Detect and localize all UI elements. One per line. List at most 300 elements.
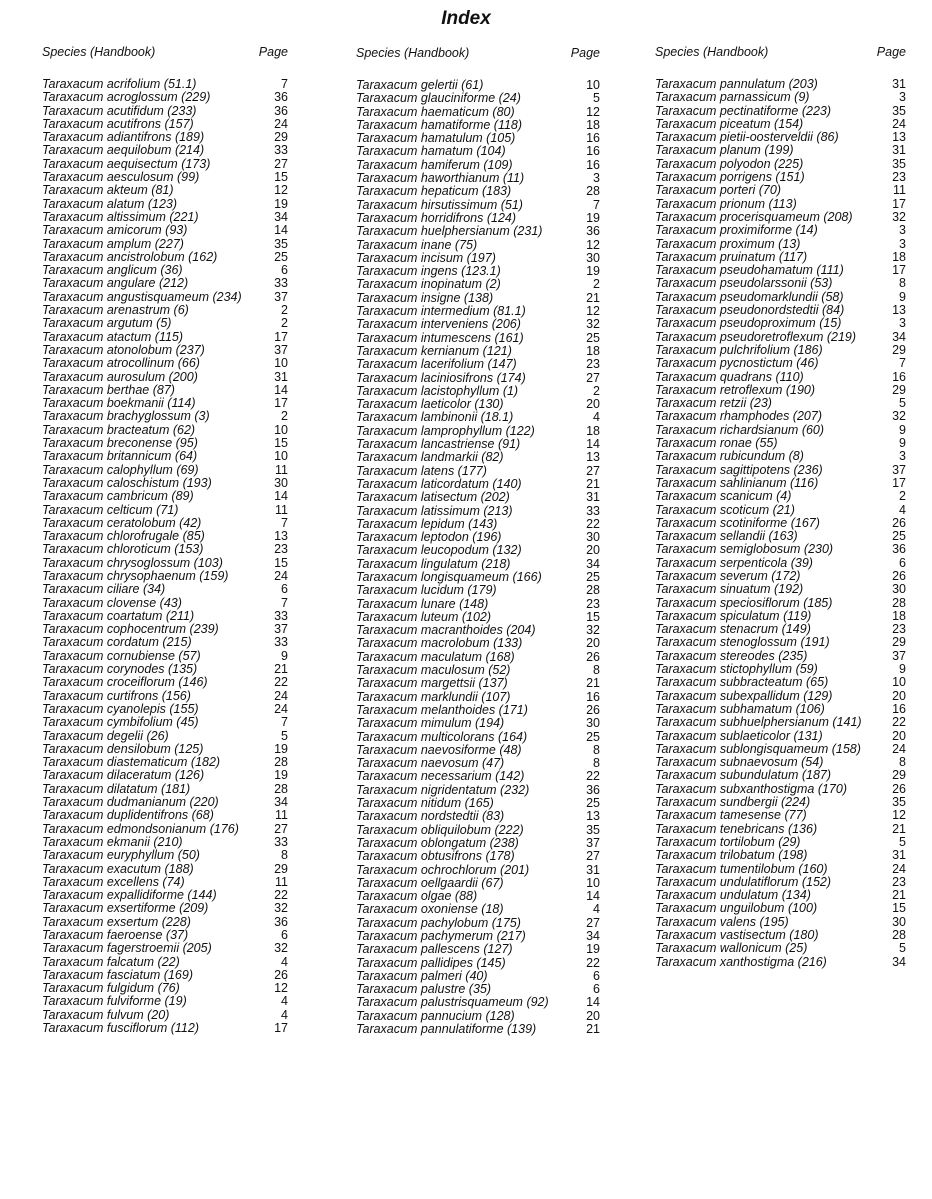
index-entry [42, 676, 288, 689]
species-name: Taraxacum nitidum (165) [356, 796, 494, 811]
index-entry [356, 837, 600, 850]
page-number: 4 [593, 410, 600, 425]
species-name: Taraxacum sundbergii (224) [655, 795, 811, 810]
index-entry [655, 198, 906, 211]
index-entry [655, 863, 906, 876]
page-number: 13 [892, 130, 906, 145]
index-entry [655, 756, 906, 769]
species-name: Taraxacum ekmanii (210) [42, 834, 183, 849]
index-rows [655, 78, 906, 969]
index-entry [655, 823, 906, 836]
page-number: 14 [586, 437, 600, 452]
species-name: Taraxacum euryphyllum (50) [42, 848, 200, 863]
index-entry [655, 251, 906, 264]
species-name: Taraxacum retzii (23) [655, 396, 772, 411]
index-entry [356, 491, 600, 504]
page-number: 27 [274, 821, 288, 836]
page-number: 20 [586, 397, 600, 412]
page-number: 8 [899, 755, 906, 770]
index-entry [356, 119, 600, 132]
page-number: 17 [274, 1021, 288, 1036]
page-number: 9 [899, 422, 906, 437]
index-entry [655, 636, 906, 649]
page-number: 19 [274, 768, 288, 783]
index-entry [42, 184, 288, 197]
species-name: Taraxacum serpenticola (39) [655, 555, 813, 570]
page-number: 27 [586, 370, 600, 385]
species-name: Taraxacum breconense (95) [42, 436, 198, 451]
page-number: 6 [899, 555, 906, 570]
index-entry [42, 384, 288, 397]
species-name: Taraxacum dilatatum (181) [42, 781, 191, 796]
index-entry [356, 731, 600, 744]
page-number: 14 [274, 223, 288, 238]
species-name: Taraxacum pulchrifolium (186) [655, 342, 823, 357]
species-name: Taraxacum quadrans (110) [655, 369, 804, 384]
index-entry [655, 291, 906, 304]
species-name: Taraxacum lucidum (179) [356, 583, 497, 598]
species-name: Taraxacum intumescens (161) [356, 330, 524, 345]
page-number: 25 [274, 249, 288, 264]
species-name: Taraxacum nordstedtii (83) [356, 809, 505, 824]
index-entry [42, 703, 288, 716]
index-entry [42, 450, 288, 463]
page-number: 28 [274, 781, 288, 796]
species-name: Taraxacum amicorum (93) [42, 223, 188, 238]
page-number: 7 [281, 515, 288, 530]
index-entry [42, 105, 288, 118]
index-entry [42, 610, 288, 623]
page-number: 24 [274, 688, 288, 703]
page-number: 19 [586, 210, 600, 225]
page-number: 21 [586, 1022, 600, 1037]
index-entry [356, 92, 600, 105]
species-name: Taraxacum spiculatum (119) [655, 608, 812, 623]
page-number: 23 [274, 542, 288, 557]
page-number: 18 [892, 608, 906, 623]
species-name: Taraxacum subexpallidum (129) [655, 688, 833, 703]
index-entry [42, 836, 288, 849]
index-entry [356, 278, 600, 291]
index-entry [655, 663, 906, 676]
page-number: 10 [586, 875, 600, 890]
page-number: 22 [586, 769, 600, 784]
index-entry [356, 890, 600, 903]
species-name: Taraxacum croceiflorum (146) [42, 675, 208, 690]
index-entry [42, 756, 288, 769]
page-number: 7 [899, 356, 906, 371]
index-entry [655, 916, 906, 929]
index-entry [655, 464, 906, 477]
page-number: 21 [586, 290, 600, 305]
species-name: Taraxacum planum (199) [655, 143, 794, 158]
index-entry [356, 185, 600, 198]
species-name: Taraxacum boekmanii (114) [42, 396, 196, 411]
species-name: Taraxacum subbracteatum (65) [655, 675, 829, 690]
page-number: 24 [892, 861, 906, 876]
species-name: Taraxacum cymbifolium (45) [42, 715, 199, 730]
page-number: 4 [593, 902, 600, 917]
page-number: 14 [274, 489, 288, 504]
page-number: 23 [892, 874, 906, 889]
page-number: 23 [892, 622, 906, 637]
page-number: 19 [274, 741, 288, 756]
species-name: Taraxacum olgae (88) [356, 889, 478, 904]
index-entry [356, 531, 600, 544]
species-name: Taraxacum pietii-oosterveldii (86) [655, 130, 839, 145]
index-entry [42, 916, 288, 929]
index-entry [42, 623, 288, 636]
species-name: Taraxacum naevosum (47) [356, 756, 505, 771]
species-name: Taraxacum argutum (5) [42, 316, 172, 331]
page-number: 7 [281, 595, 288, 610]
species-name: Taraxacum wallonicum (25) [655, 941, 808, 956]
index-entry [655, 783, 906, 796]
species-name: Taraxacum horridifrons (124) [356, 210, 517, 225]
index-entry [356, 1023, 600, 1036]
species-name: Taraxacum acrifolium (51.1) [42, 77, 197, 91]
index-entry [356, 864, 600, 877]
index-entry [356, 744, 600, 757]
index-entry [42, 570, 288, 583]
species-name: Taraxacum celticum (71) [42, 502, 179, 517]
index-entry [655, 144, 906, 157]
page-number: 29 [892, 768, 906, 783]
page-number: 9 [899, 289, 906, 304]
species-name: Taraxacum melanthoides (171) [356, 702, 528, 717]
page-number: 5 [899, 941, 906, 956]
page-number: 12 [892, 808, 906, 823]
species-name: Taraxacum huelphersianum (231) [356, 224, 543, 239]
species-name: Taraxacum subhuelphersianum (141) [655, 715, 862, 730]
index-entry [356, 810, 600, 823]
page-number: 7 [281, 77, 288, 91]
species-name: Taraxacum rhamphodes (207) [655, 409, 822, 424]
species-name: Taraxacum obliquilobum (222) [356, 822, 524, 837]
page-number: 29 [274, 130, 288, 145]
species-name: Taraxacum fasciatum (169) [42, 967, 193, 982]
index-entry [655, 929, 906, 942]
page-number: 35 [892, 103, 906, 118]
species-name: Taraxacum aequisectum (173) [42, 156, 211, 171]
index-entry [42, 1009, 288, 1022]
page-number: 2 [281, 409, 288, 424]
page-number: 3 [899, 223, 906, 238]
species-name: Taraxacum pallidipes (145) [356, 955, 506, 970]
species-name: Taraxacum macrolobum (133) [356, 636, 523, 651]
page-number: 31 [274, 369, 288, 384]
species-name: Taraxacum pallescens (127) [356, 942, 513, 957]
index-entry [42, 690, 288, 703]
species-name: Taraxacum trilobatum (198) [655, 848, 808, 863]
page-number: 23 [586, 596, 600, 611]
species-name: Taraxacum prionum (113) [655, 196, 797, 211]
index-entry [42, 344, 288, 357]
species-name: Taraxacum xanthostigma (216) [655, 954, 827, 969]
index-entry [42, 264, 288, 277]
page-number: 29 [892, 635, 906, 650]
species-name: Taraxacum britannicum (64) [42, 449, 198, 464]
species-name: Taraxacum latisectum (202) [356, 490, 510, 505]
species-name: Taraxacum subundulatum (187) [655, 768, 832, 783]
species-name: Taraxacum aurosulum (200) [42, 369, 198, 384]
index-entry [655, 956, 906, 969]
page-number: 16 [892, 701, 906, 716]
species-name: Taraxacum hamatiforme (118) [356, 117, 523, 132]
index-entry [655, 557, 906, 570]
species-name: Taraxacum excellens (74) [42, 874, 185, 889]
species-name: Taraxacum insigne (138) [356, 290, 494, 305]
page-number: 12 [586, 104, 600, 119]
page-number: 17 [274, 396, 288, 411]
index-entry [42, 238, 288, 251]
species-name: Taraxacum pectinatiforme (223) [655, 103, 832, 118]
page-number: 22 [586, 516, 600, 531]
index-entry [655, 743, 906, 756]
page-number: 12 [274, 981, 288, 996]
index-entry [42, 198, 288, 211]
page-number: 32 [274, 901, 288, 916]
index-entry [655, 716, 906, 729]
species-name: Taraxacum retroflexum (190) [655, 382, 816, 397]
page-number: 9 [899, 436, 906, 451]
species-name: Taraxacum sellandii (163) [655, 529, 798, 544]
index-entry [655, 78, 906, 91]
index-entry [655, 730, 906, 743]
index-rows [42, 78, 288, 1035]
page-number: 2 [281, 316, 288, 331]
index-entry [655, 796, 906, 809]
index-entry [42, 956, 288, 969]
page-number: 3 [593, 171, 600, 186]
species-name: Taraxacum pseudohamatum (111) [655, 263, 844, 278]
page-number: 35 [892, 156, 906, 171]
page-number: 14 [274, 382, 288, 397]
page-number: 27 [586, 463, 600, 478]
species-name: Taraxacum vastisectum (180) [655, 928, 819, 942]
page-number: 5 [281, 728, 288, 743]
page-number: 8 [593, 756, 600, 771]
species-name: Taraxacum fulvum (20) [42, 1007, 170, 1022]
species-name: Taraxacum oellgaardii (67) [356, 875, 504, 890]
species-name: Taraxacum pseudonordstedtii (84) [655, 303, 845, 318]
index-entry [356, 624, 600, 637]
index-entry [356, 398, 600, 411]
page-header: Page [258, 45, 288, 59]
page-number: 11 [275, 502, 288, 517]
index-entry [356, 145, 600, 158]
species-name: Taraxacum tenebricans (136) [655, 821, 818, 836]
page-number: 7 [593, 197, 600, 212]
index-entry [356, 345, 600, 358]
index-entry [42, 477, 288, 490]
species-name: Taraxacum coartatum (211) [42, 608, 195, 623]
species-name: Taraxacum pannulatum (203) [655, 77, 818, 91]
species-name: Taraxacum chrysophaenum (159) [42, 568, 229, 583]
index-entry [655, 131, 906, 144]
index-entry [42, 823, 288, 836]
index-entry [42, 410, 288, 423]
index-entry [655, 437, 906, 450]
page-number: 10 [274, 449, 288, 464]
species-name: Taraxacum ronae (55) [655, 436, 778, 451]
index-entry [42, 78, 288, 91]
species-name: Taraxacum piceatum (154) [655, 116, 804, 131]
species-name: Taraxacum porrigens (151) [655, 170, 805, 185]
index-entry [356, 598, 600, 611]
species-name: Taraxacum pannucium (128) [356, 1008, 515, 1023]
index-entry [42, 277, 288, 290]
species-name: Taraxacum inane (75) [356, 237, 478, 252]
page-number: 9 [281, 648, 288, 663]
page-number: 30 [892, 582, 906, 597]
page-number: 15 [892, 901, 906, 916]
page-number: 32 [892, 409, 906, 424]
page-number: 33 [274, 834, 288, 849]
page-number: 16 [586, 157, 600, 172]
species-name: Taraxacum cambricum (89) [42, 489, 194, 504]
index-entry [655, 836, 906, 849]
index-entry [42, 557, 288, 570]
species-name: Taraxacum marklundii (107) [356, 689, 511, 704]
species-name: Taraxacum richardsianum (60) [655, 422, 825, 437]
species-name: Taraxacum diastematicum (182) [42, 755, 221, 770]
index-entry [655, 91, 906, 104]
species-name: Taraxacum fulviforme (19) [42, 994, 187, 1009]
index-entry [655, 277, 906, 290]
index-entry [655, 384, 906, 397]
index-entry [356, 478, 600, 491]
species-name: Taraxacum cordatum (215) [42, 635, 192, 650]
index-entry [356, 558, 600, 571]
page-number: 12 [274, 183, 288, 198]
species-name: Taraxacum undulatiflorum (152) [655, 874, 832, 889]
species-name: Taraxacum hamiferum (109) [356, 157, 513, 172]
species-name: Taraxacum stereodes (235) [655, 648, 808, 663]
page-number: 34 [586, 556, 600, 571]
page-number: 15 [274, 436, 288, 451]
index-entry [356, 930, 600, 943]
index-entry [655, 450, 906, 463]
species-name: Taraxacum stenoglossum (191) [655, 635, 830, 650]
species-name: Taraxacum subnaevosum (54) [655, 755, 824, 770]
index-entry [356, 465, 600, 478]
species-name: Taraxacum fulgidum (76) [42, 981, 180, 996]
page-number: 31 [586, 862, 600, 877]
index-entry [655, 410, 906, 423]
page-number: 37 [892, 462, 906, 477]
page-number: 30 [586, 716, 600, 731]
species-name: Taraxacum laticordatum (140) [356, 476, 522, 491]
page-number: 18 [586, 343, 600, 358]
page-number: 6 [281, 582, 288, 597]
page-title: Index [441, 8, 491, 29]
page-number: 3 [899, 236, 906, 251]
page-number: 33 [586, 503, 600, 518]
index-entry [42, 158, 288, 171]
species-name: Taraxacum dudmanianum (220) [42, 795, 219, 810]
page-number: 11 [275, 462, 288, 477]
index-entry [356, 677, 600, 690]
species-name: Taraxacum stictophyllum (59) [655, 662, 818, 677]
page-number: 10 [274, 356, 288, 371]
page-number: 4 [899, 502, 906, 517]
page-number: 25 [586, 729, 600, 744]
page-number: 9 [899, 662, 906, 677]
species-name: Taraxacum cornubiense (57) [42, 648, 201, 663]
index-entry [356, 757, 600, 770]
index-entry [356, 199, 600, 212]
species-name: Taraxacum ingens (123.1) [356, 264, 501, 279]
index-entry [655, 171, 906, 184]
page-number: 16 [586, 689, 600, 704]
index-entry [356, 996, 600, 1009]
page-number: 28 [892, 928, 906, 942]
species-name: Taraxacum angulare (212) [42, 276, 189, 291]
index-entry [42, 663, 288, 676]
species-name: Taraxacum acutifidum (233) [42, 103, 197, 118]
index-entry [42, 291, 288, 304]
species-name: Taraxacum fusciflorum (112) [42, 1021, 200, 1036]
index-entry [356, 850, 600, 863]
index-entry [356, 239, 600, 252]
index-entry [356, 305, 600, 318]
index-entry [42, 357, 288, 370]
species-name: Taraxacum haematicum (80) [356, 104, 515, 119]
species-name: Taraxacum clovense (43) [42, 595, 182, 610]
index-entry [655, 610, 906, 623]
page-number: 20 [586, 636, 600, 651]
page-number: 31 [586, 490, 600, 505]
index-entry [655, 105, 906, 118]
species-name: Taraxacum brachyglossum (3) [42, 409, 210, 424]
page-number: 21 [586, 476, 600, 491]
index-entry [42, 464, 288, 477]
index-entry [356, 983, 600, 996]
page-number: 14 [586, 889, 600, 904]
page-number: 24 [892, 116, 906, 131]
index-entry [356, 225, 600, 238]
species-name: Taraxacum laeticolor (130) [356, 397, 504, 412]
index-entry [42, 942, 288, 955]
species-name: Taraxacum maculosum (52) [356, 663, 511, 678]
species-name: Taraxacum leucopodum (132) [356, 543, 522, 558]
page-number: 14 [586, 995, 600, 1010]
index-entry [42, 490, 288, 503]
index-entry [356, 265, 600, 278]
page-number: 11 [893, 183, 906, 198]
index-entry [42, 597, 288, 610]
page-number: 26 [586, 649, 600, 664]
species-name: Taraxacum ceratolobum (42) [42, 515, 202, 530]
species-name: Taraxacum obtusifrons (178) [356, 849, 515, 864]
index-entry [655, 690, 906, 703]
species-name: Taraxacum haworthianum (11) [356, 171, 525, 186]
index-entry [655, 331, 906, 344]
page-number: 22 [586, 955, 600, 970]
index-entry [356, 637, 600, 650]
species-name: Taraxacum curtifrons (156) [42, 688, 191, 703]
species-name: Taraxacum exacutum (188) [42, 861, 194, 876]
index-entry [356, 425, 600, 438]
page-number: 22 [274, 675, 288, 690]
page-number: 25 [586, 330, 600, 345]
species-name: Taraxacum hepaticum (183) [356, 184, 512, 199]
page-number: 37 [274, 342, 288, 357]
species-name: Taraxacum proximum (13) [655, 236, 801, 251]
species-name: Taraxacum latissimum (213) [356, 503, 513, 518]
species-name: Taraxacum pseudoproximum (15) [655, 316, 842, 331]
